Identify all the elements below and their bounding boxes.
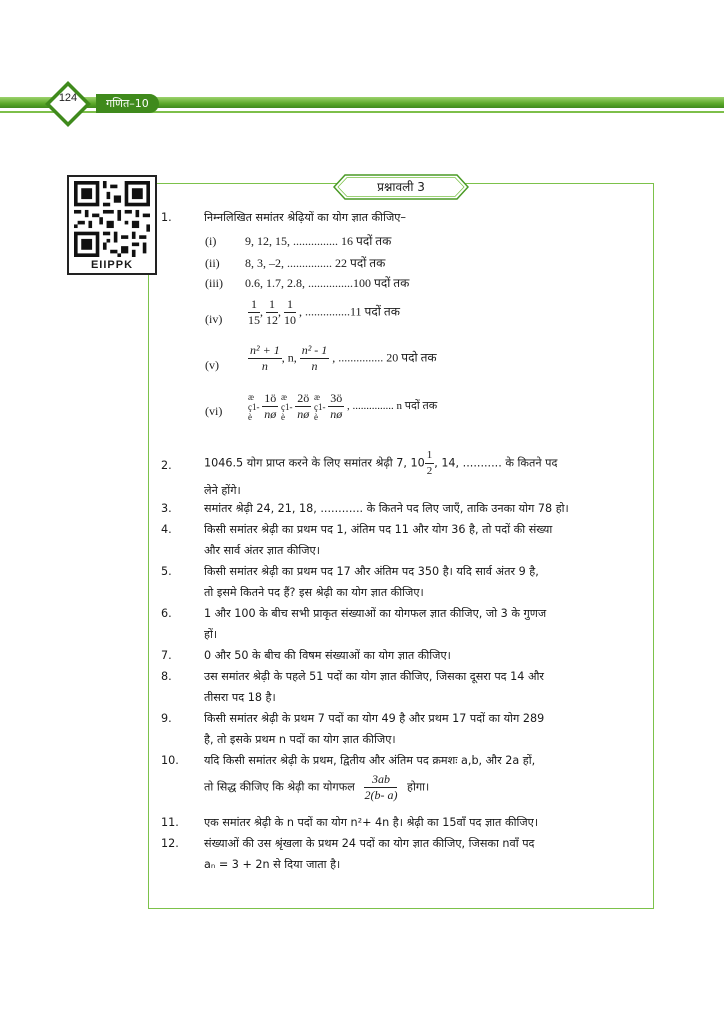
fraction — [284, 297, 296, 328]
denominator: 10 — [284, 313, 296, 327]
denominator: nø — [264, 407, 277, 421]
question-text: एक समांतर श्रेढ़ी के n पदों का योग n²+ 4n है। श्रेढ़ी का 15वाँ पद ज्ञात कीजिए। — [204, 816, 539, 829]
denominator: nø — [330, 407, 343, 421]
bracket-bottom: è — [281, 411, 285, 422]
fraction — [262, 391, 278, 422]
numerator: 3ab — [364, 772, 397, 788]
question-text: समांतर श्रेढ़ी 24, 21, 18, ............ के कितने पद लिए जाएँ, ताकि उनका योग 78 हो। — [204, 502, 569, 515]
fraction — [248, 343, 282, 374]
numerator: 1 — [248, 297, 260, 313]
question-text-start: 1046.5 योग प्राप्त करने के लिए समांतर श्रेढ़ी 7, 10 — [204, 456, 425, 470]
question-text-continued: हों। — [204, 628, 218, 641]
denominator: 2 — [426, 465, 433, 477]
fraction — [248, 297, 260, 328]
numerator: 3ö — [330, 391, 343, 405]
part-text: 0.6, 1.7, 2.8, ...............100 पदों तक — [245, 276, 410, 290]
question-text: उस समांतर श्रेढ़ी के पहले 51 पदों का योग ज्ञात कीजिए, जिसका दूसरा पद 14 और — [204, 670, 544, 683]
denominator: n — [311, 359, 318, 373]
question-text: किसी समांतर श्रेढ़ी का प्रथम पद 1, अंतिम पद 11 और योग 36 है, तो पदों की संख्या — [204, 523, 553, 536]
part-text: 8, 3, –2, ............... 22 पदों तक — [245, 256, 386, 270]
question-text-continued: है, तो इसके प्रथम n पदों का योग ज्ञात कीजिए। — [204, 733, 396, 746]
question-number: 5. — [161, 565, 172, 578]
numerator: 1 — [266, 297, 278, 313]
exercise-title: प्रश्नावली 3 — [377, 180, 425, 194]
bracket-mid: ç1- — [314, 401, 326, 412]
question-text: निम्नलिखित समांतर श्रेढ़ियों का योग ज्ञात कीजिए– — [204, 211, 407, 224]
question-number: 7. — [161, 649, 172, 662]
qr-code-label: EIIPPK — [90, 259, 134, 271]
question-text — [204, 448, 644, 479]
fraction — [266, 297, 278, 328]
question-number: 8. — [161, 670, 172, 683]
part-tail: , ............... n पदों तक — [347, 400, 438, 413]
part-label: (i) — [205, 234, 217, 248]
q1-part-iv — [0, 297, 724, 337]
question-number: 1. — [161, 211, 172, 224]
question-number: 11. — [161, 816, 179, 829]
bracket-glyph — [248, 392, 260, 422]
denominator: 15 — [248, 313, 260, 327]
bracket-mid: ç1- — [248, 401, 260, 412]
question-text-start: तो सिद्ध कीजिए कि श्रेढ़ी का योगफल — [204, 780, 355, 794]
denominator: n — [261, 359, 268, 373]
part-tail: , ...............11 पदों तक — [299, 304, 400, 319]
part-label: (vi) — [205, 404, 223, 418]
fraction — [300, 343, 330, 374]
question-text-continued: तीसरा पद 18 है। — [204, 691, 276, 704]
bracket-glyph — [281, 392, 293, 422]
part-text: 9, 12, 15, ............... 16 पदों तक — [245, 234, 392, 248]
qr-code-box[interactable] — [67, 175, 157, 275]
numerator: 1 — [425, 448, 435, 464]
question-number: 12. — [161, 837, 179, 850]
part-tail: , ............... 20 पदो तक — [332, 350, 437, 365]
bracket-top: æ — [248, 391, 255, 402]
question-text-continued: aₙ = 3 + 2n से दिया जाता है। — [204, 858, 341, 871]
bracket-bottom: è — [314, 411, 318, 422]
numerator: 2ö — [297, 391, 310, 405]
part-expression: $\frac{1}{15}$ , $\frac{1}{12}$ , $\frac{1}{10}$ , ...............11 पदों तक — [248, 297, 400, 327]
part-label: (v) — [205, 358, 219, 372]
question-number: 9. — [161, 712, 172, 725]
bracket-glyph — [314, 392, 326, 422]
question-text-continued: तो इसमे कितने पद हैं? इस श्रेढ़ी का योग ज्ञात कीजिए। — [204, 586, 424, 599]
fraction — [425, 448, 435, 479]
denominator: nø — [297, 407, 310, 421]
question-text: किसी समांतर श्रेढ़ी के प्रथम 7 पदों का योग 49 है और प्रथम 17 पदों का योग 289 — [204, 712, 545, 725]
question-text-continued — [204, 772, 644, 803]
question-text: 1 और 100 के बीच सभी प्राकृत संख्याओं का योगफल ज्ञात कीजिए, जो 3 के गुणज — [204, 607, 547, 620]
part-label: (iii) — [205, 276, 223, 290]
part-label: (ii) — [205, 256, 220, 270]
fraction — [328, 391, 344, 422]
numerator: 1ö — [264, 391, 277, 405]
question-10-line-2 — [0, 772, 724, 808]
question-text: यदि किसी समांतर श्रेढ़ी के प्रथम, द्वितीय और अंतिम पद क्रमशः a,b, और 2a हों, — [204, 754, 536, 767]
numerator: n² + 1 — [250, 343, 280, 357]
numerator: n² - 1 — [301, 343, 328, 357]
question-text: 0 और 50 के बीच की विषम संख्याओं का योग ज्ञात कीजिए। — [204, 649, 451, 662]
question-number: 3. — [161, 502, 172, 515]
part-expression — [248, 391, 437, 422]
part-label: (iv) — [205, 312, 223, 326]
part-expression — [248, 343, 437, 374]
numerator: 1 — [284, 297, 296, 313]
question-text-end: , 14, ........... के कितने पद — [434, 456, 558, 470]
bracket-bottom: è — [248, 411, 252, 422]
question-text: संख्याओं की उस श्रृंखला के प्रथम 24 पदों का योग ज्ञात कीजिए, जिसका nवाँ पद — [204, 837, 535, 850]
running-head: गणित–10 — [96, 94, 159, 113]
page-number-badge — [44, 80, 92, 128]
q1-part-v — [0, 343, 724, 383]
question-number: 2. — [161, 459, 172, 472]
bracket-top: æ — [314, 391, 321, 402]
question-number: 4. — [161, 523, 172, 536]
question-number: 10. — [161, 754, 179, 767]
bracket-mid: ç1- — [281, 401, 293, 412]
question-number: 6. — [161, 607, 172, 620]
denominator: 2(b- a) — [364, 788, 398, 802]
denominator: 12 — [266, 313, 278, 327]
page-number: 124 — [58, 92, 78, 104]
fraction — [364, 772, 397, 803]
part-middle: , n, — [281, 350, 297, 365]
question-text: किसी समांतर श्रेढ़ी का प्रथम पद 17 और अंतिम पद 350 है। यदि सार्व अंतर 9 है, — [204, 565, 539, 578]
question-text-end: होगा। — [407, 780, 430, 794]
q1-part-vi — [0, 391, 724, 431]
fraction — [295, 391, 311, 422]
bracket-top: æ — [281, 391, 288, 402]
qr-code-icon — [74, 181, 150, 257]
question-text-continued: और सार्व अंतर ज्ञात कीजिए। — [204, 544, 320, 557]
question-text-continued: लेने होंगे। — [204, 484, 241, 497]
